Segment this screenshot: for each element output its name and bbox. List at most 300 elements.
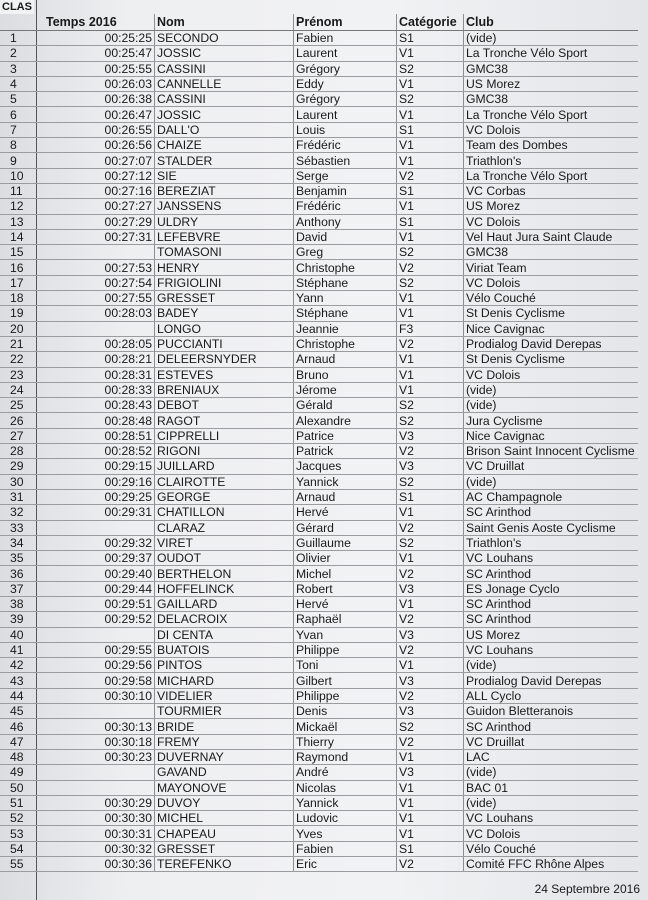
rank-cell: 9 xyxy=(0,153,44,168)
rank-cell: 24 xyxy=(0,382,44,397)
table-row xyxy=(0,581,638,596)
club-cell: SC Arinthod xyxy=(464,566,639,581)
time-cell: 00:30:32 xyxy=(44,841,155,856)
prenom-cell: Christophe xyxy=(294,260,397,275)
nom-cell: GRESSET xyxy=(155,841,294,856)
rank-cell: 14 xyxy=(0,229,44,244)
categorie-cell: V3 xyxy=(397,704,464,719)
nom-cell: GAVAND xyxy=(155,765,294,780)
club-cell: (vide) xyxy=(464,474,639,489)
prenom-cell: Anthony xyxy=(294,214,397,229)
table-row xyxy=(0,367,638,382)
nom-cell: DI CENTA xyxy=(155,627,294,642)
nom-cell: HENRY xyxy=(155,260,294,275)
nom-cell: CHAPEAU xyxy=(155,826,294,841)
categorie-cell: V3 xyxy=(397,765,464,780)
nom-cell: STALDER xyxy=(155,153,294,168)
club-cell: SC Arinthod xyxy=(464,596,639,611)
rank-cell: 15 xyxy=(0,245,44,260)
time-cell: 00:29:16 xyxy=(44,474,155,489)
clas-column-header xyxy=(0,14,44,31)
categorie-cell: F3 xyxy=(397,321,464,336)
time-cell: 00:30:36 xyxy=(44,857,155,872)
club-cell: ES Jonage Cyclo xyxy=(464,581,639,596)
categorie-cell: V1 xyxy=(397,811,464,826)
club-cell: Prodialog David Derepas xyxy=(464,673,639,688)
club-cell: VC Dolois xyxy=(464,214,639,229)
categorie-cell: V1 xyxy=(397,76,464,91)
prenom-cell: Eric xyxy=(294,857,397,872)
rank-cell: 17 xyxy=(0,275,44,290)
categorie-cell: V1 xyxy=(397,505,464,520)
table-row xyxy=(0,444,638,459)
time-cell: 00:29:25 xyxy=(44,489,155,504)
time-cell: 00:27:29 xyxy=(44,214,155,229)
table-row xyxy=(0,688,638,703)
rank-cell: 2 xyxy=(0,46,44,61)
categorie-cell: V1 xyxy=(397,749,464,764)
rank-cell: 19 xyxy=(0,306,44,321)
time-cell xyxy=(44,245,155,260)
rank-cell: 52 xyxy=(0,811,44,826)
categorie-cell: S2 xyxy=(397,413,464,428)
rank-cell: 54 xyxy=(0,841,44,856)
time-cell: 00:25:25 xyxy=(44,31,155,46)
time-cell: 00:27:53 xyxy=(44,260,155,275)
categorie-cell: S2 xyxy=(397,61,464,76)
club-column-header: Club xyxy=(464,14,639,31)
rank-cell: 23 xyxy=(0,367,44,382)
categorie-cell: V1 xyxy=(397,352,464,367)
time-cell: 00:29:40 xyxy=(44,566,155,581)
rank-cell: 26 xyxy=(0,413,44,428)
rank-cell: 50 xyxy=(0,780,44,795)
prenom-cell: Patrick xyxy=(294,444,397,459)
prenom-cell: Sébastien xyxy=(294,153,397,168)
time-cell: 00:29:44 xyxy=(44,581,155,596)
categorie-cell: S2 xyxy=(397,398,464,413)
club-cell: St Denis Cyclisme xyxy=(464,306,639,321)
nom-cell: JOSSIC xyxy=(155,107,294,122)
categorie-cell: S2 xyxy=(397,92,464,107)
rank-cell: 35 xyxy=(0,551,44,566)
time-cell: 00:28:03 xyxy=(44,306,155,321)
prenom-cell: Hervé xyxy=(294,596,397,611)
club-cell: AC Champagnole xyxy=(464,489,639,504)
rank-cell: 39 xyxy=(0,612,44,627)
nom-cell: BRENIAUX xyxy=(155,382,294,397)
time-cell: 00:29:31 xyxy=(44,505,155,520)
prenom-cell: Raymond xyxy=(294,749,397,764)
club-cell: US Morez xyxy=(464,627,639,642)
time-cell: 00:28:48 xyxy=(44,413,155,428)
categorie-cell: S1 xyxy=(397,122,464,137)
categorie-cell: S2 xyxy=(397,275,464,290)
nom-cell: RIGONI xyxy=(155,444,294,459)
club-cell: VC Louhans xyxy=(464,642,639,657)
table-row xyxy=(0,61,638,76)
club-cell: Vélo Couché xyxy=(464,291,639,306)
nom-cell: OUDOT xyxy=(155,551,294,566)
prenom-cell: Patrice xyxy=(294,428,397,443)
categorie-cell: V1 xyxy=(397,795,464,810)
nom-cell: BADEY xyxy=(155,306,294,321)
club-cell: Vel Haut Jura Saint Claude xyxy=(464,229,639,244)
rank-cell: 18 xyxy=(0,291,44,306)
categorie-cell: V1 xyxy=(397,551,464,566)
time-cell: 00:25:55 xyxy=(44,61,155,76)
table-row xyxy=(0,857,638,872)
club-cell: Guidon Bletteranois xyxy=(464,704,639,719)
time-cell: 00:25:47 xyxy=(44,46,155,61)
nom-cell: MAYONOVE xyxy=(155,780,294,795)
prenom-cell: Thierry xyxy=(294,734,397,749)
prenom-cell: Louis xyxy=(294,122,397,137)
rank-cell: 6 xyxy=(0,107,44,122)
club-cell: VC Druillat xyxy=(464,459,639,474)
club-cell: (vide) xyxy=(464,765,639,780)
rank-cell: 12 xyxy=(0,199,44,214)
categorie-cell: S2 xyxy=(397,535,464,550)
prenom-cell: Denis xyxy=(294,704,397,719)
nom-cell: DUVOY xyxy=(155,795,294,810)
nom-cell: BERTHELON xyxy=(155,566,294,581)
categorie-cell: S2 xyxy=(397,719,464,734)
time-cell: 00:26:56 xyxy=(44,138,155,153)
club-cell: Nice Cavignac xyxy=(464,321,639,336)
prenom-column-header: Prénom xyxy=(294,14,397,31)
time-cell: 00:26:55 xyxy=(44,122,155,137)
rank-cell: 45 xyxy=(0,704,44,719)
rank-cell: 46 xyxy=(0,719,44,734)
rank-cell: 32 xyxy=(0,505,44,520)
nom-cell: JUILLARD xyxy=(155,459,294,474)
club-cell: Comité FFC Rhône Alpes xyxy=(464,857,639,872)
prenom-cell: Christophe xyxy=(294,336,397,351)
club-cell: (vide) xyxy=(464,795,639,810)
rank-cell: 16 xyxy=(0,260,44,275)
time-cell: 00:29:15 xyxy=(44,459,155,474)
table-row xyxy=(0,551,638,566)
nom-cell: VIRET xyxy=(155,535,294,550)
time-cell: 00:29:32 xyxy=(44,535,155,550)
club-cell: US Morez xyxy=(464,76,639,91)
club-cell: (vide) xyxy=(464,382,639,397)
club-cell: Vélo Couché xyxy=(464,841,639,856)
nom-cell: GAILLARD xyxy=(155,596,294,611)
categorie-cell: V2 xyxy=(397,444,464,459)
table-row xyxy=(0,765,638,780)
time-cell: 00:29:56 xyxy=(44,658,155,673)
prenom-cell: Yannick xyxy=(294,795,397,810)
rank-cell: 21 xyxy=(0,336,44,351)
categorie-cell: V1 xyxy=(397,306,464,321)
prenom-cell: Gérald xyxy=(294,398,397,413)
table-row xyxy=(0,795,638,810)
categorie-cell: V2 xyxy=(397,566,464,581)
nom-cell: MICHEL xyxy=(155,811,294,826)
results-table xyxy=(0,14,638,872)
nom-cell: ESTEVES xyxy=(155,367,294,382)
clas-header: CLAS xyxy=(2,1,32,13)
footer-date: 24 Septembre 2016 xyxy=(534,882,640,896)
time-cell: 00:29:37 xyxy=(44,551,155,566)
prenom-cell: Fabien xyxy=(294,31,397,46)
prenom-cell: Laurent xyxy=(294,46,397,61)
club-cell: La Tronche Vélo Sport xyxy=(464,107,639,122)
table-row xyxy=(0,398,638,413)
time-cell: 00:27:07 xyxy=(44,153,155,168)
categorie-cell: V2 xyxy=(397,260,464,275)
categorie-cell: S2 xyxy=(397,474,464,489)
categorie-cell: V2 xyxy=(397,688,464,703)
time-cell: 00:28:31 xyxy=(44,367,155,382)
nom-cell: BEREZIAT xyxy=(155,183,294,198)
prenom-cell: Olivier xyxy=(294,551,397,566)
prenom-cell: Eddy xyxy=(294,76,397,91)
table-row xyxy=(0,780,638,795)
categorie-cell: S1 xyxy=(397,183,464,198)
categorie-cell: S2 xyxy=(397,245,464,260)
prenom-cell: Yannick xyxy=(294,474,397,489)
nom-cell: CIPPRELLI xyxy=(155,428,294,443)
categorie-cell: V2 xyxy=(397,857,464,872)
rank-cell: 10 xyxy=(0,168,44,183)
categorie-cell: V1 xyxy=(397,780,464,795)
time-cell: 00:28:21 xyxy=(44,352,155,367)
prenom-cell: Michel xyxy=(294,566,397,581)
categorie-cell: V1 xyxy=(397,826,464,841)
club-cell: Team des Dombes xyxy=(464,138,639,153)
time-cell: 00:28:51 xyxy=(44,428,155,443)
rank-cell: 36 xyxy=(0,566,44,581)
club-cell: Nice Cavignac xyxy=(464,428,639,443)
rank-cell: 44 xyxy=(0,688,44,703)
club-cell: St Denis Cyclisme xyxy=(464,352,639,367)
prenom-cell: Mickaël xyxy=(294,719,397,734)
rank-cell: 49 xyxy=(0,765,44,780)
prenom-cell: Philippe xyxy=(294,642,397,657)
rank-cell: 47 xyxy=(0,734,44,749)
table-row xyxy=(0,596,638,611)
table-row xyxy=(0,612,638,627)
nom-cell: TOMASONI xyxy=(155,245,294,260)
prenom-cell: André xyxy=(294,765,397,780)
categorie-cell: V1 xyxy=(397,138,464,153)
table-row xyxy=(0,122,638,137)
categorie-cell: V1 xyxy=(397,658,464,673)
prenom-cell: Frédéric xyxy=(294,138,397,153)
prenom-cell: Arnaud xyxy=(294,489,397,504)
rank-cell: 43 xyxy=(0,673,44,688)
nom-cell: JOSSIC xyxy=(155,46,294,61)
time-cell: 00:30:13 xyxy=(44,719,155,734)
club-cell: VC Corbas xyxy=(464,183,639,198)
nom-cell: TOURMIER xyxy=(155,704,294,719)
rank-cell: 48 xyxy=(0,749,44,764)
nom-cell: GRESSET xyxy=(155,291,294,306)
table-row xyxy=(0,306,638,321)
table-row xyxy=(0,535,638,550)
rank-cell: 55 xyxy=(0,857,44,872)
categorie-cell: V1 xyxy=(397,153,464,168)
nom-cell: HOFFELINCK xyxy=(155,581,294,596)
categorie-cell: V2 xyxy=(397,520,464,535)
rank-cell: 42 xyxy=(0,658,44,673)
prenom-cell: Philippe xyxy=(294,688,397,703)
time-cell: 00:30:31 xyxy=(44,826,155,841)
categorie-cell: S1 xyxy=(397,214,464,229)
table-row xyxy=(0,428,638,443)
categorie-cell: V1 xyxy=(397,199,464,214)
prenom-cell: Jérome xyxy=(294,382,397,397)
table-row xyxy=(0,642,638,657)
categorie-cell: V2 xyxy=(397,642,464,657)
prenom-cell: Stéphane xyxy=(294,306,397,321)
nom-cell: DALL'O xyxy=(155,122,294,137)
rank-cell: 5 xyxy=(0,92,44,107)
nom-cell: MICHARD xyxy=(155,673,294,688)
nom-cell: BRIDE xyxy=(155,719,294,734)
table-row xyxy=(0,566,638,581)
table-row xyxy=(0,336,638,351)
categorie-cell: V3 xyxy=(397,581,464,596)
club-cell: VC Dolois xyxy=(464,826,639,841)
prenom-cell: Yvan xyxy=(294,627,397,642)
categorie-cell: V1 xyxy=(397,596,464,611)
club-cell: Viriat Team xyxy=(464,260,639,275)
nom-cell: DUVERNAY xyxy=(155,749,294,764)
table-row xyxy=(0,719,638,734)
nom-cell: DELACROIX xyxy=(155,612,294,627)
prenom-cell: Laurent xyxy=(294,107,397,122)
time-cell: 00:29:52 xyxy=(44,612,155,627)
time-cell: 00:27:27 xyxy=(44,199,155,214)
categorie-cell: V2 xyxy=(397,612,464,627)
club-cell: VC Dolois xyxy=(464,367,639,382)
rank-cell: 3 xyxy=(0,61,44,76)
categorie-column-header: Catégorie xyxy=(397,14,464,31)
rank-cell: 25 xyxy=(0,398,44,413)
nom-cell: CANNELLE xyxy=(155,76,294,91)
rank-cell: 13 xyxy=(0,214,44,229)
rank-cell: 27 xyxy=(0,428,44,443)
nom-cell: DEBOT xyxy=(155,398,294,413)
rank-cell: 51 xyxy=(0,795,44,810)
nom-cell: CHAIZE xyxy=(155,138,294,153)
time-cell xyxy=(44,765,155,780)
nom-cell: RAGOT xyxy=(155,413,294,428)
results-body xyxy=(0,31,638,872)
rank-cell: 34 xyxy=(0,535,44,550)
table-row xyxy=(0,245,638,260)
prenom-cell: Greg xyxy=(294,245,397,260)
nom-cell: CASSINI xyxy=(155,61,294,76)
nom-cell: SIE xyxy=(155,168,294,183)
rank-cell: 8 xyxy=(0,138,44,153)
club-cell: Saint Genis Aoste Cyclisme xyxy=(464,520,639,535)
categorie-cell: V3 xyxy=(397,428,464,443)
header-row xyxy=(0,14,638,31)
table-row xyxy=(0,153,638,168)
club-cell: GMC38 xyxy=(464,92,639,107)
prenom-cell: Gérard xyxy=(294,520,397,535)
nom-cell: CLARAZ xyxy=(155,520,294,535)
table-row xyxy=(0,229,638,244)
nom-cell: LONGO xyxy=(155,321,294,336)
nom-cell: TEREFENKO xyxy=(155,857,294,872)
categorie-cell: V1 xyxy=(397,46,464,61)
time-cell: 00:26:47 xyxy=(44,107,155,122)
prenom-cell: Fabien xyxy=(294,841,397,856)
club-cell: Jura Cyclisme xyxy=(464,413,639,428)
time-cell: 00:26:03 xyxy=(44,76,155,91)
rank-cell: 31 xyxy=(0,489,44,504)
rank-cell: 41 xyxy=(0,642,44,657)
categorie-cell: S1 xyxy=(397,841,464,856)
time-cell xyxy=(44,321,155,336)
time-cell: 00:28:43 xyxy=(44,398,155,413)
nom-cell: SECONDO xyxy=(155,31,294,46)
time-cell: 00:29:58 xyxy=(44,673,155,688)
club-cell: Brison Saint Innocent Cyclisme xyxy=(464,444,639,459)
prenom-cell: Alexandre xyxy=(294,413,397,428)
prenom-cell: Jacques xyxy=(294,459,397,474)
club-cell: VC Louhans xyxy=(464,811,639,826)
prenom-cell: Yann xyxy=(294,291,397,306)
prenom-cell: Yves xyxy=(294,826,397,841)
rank-cell: 28 xyxy=(0,444,44,459)
time-cell: 00:27:12 xyxy=(44,168,155,183)
nom-cell: JANSSENS xyxy=(155,199,294,214)
club-cell: VC Dolois xyxy=(464,275,639,290)
time-cell xyxy=(44,520,155,535)
nom-cell: PUCCIANTI xyxy=(155,336,294,351)
categorie-cell: S1 xyxy=(397,31,464,46)
time-cell: 00:30:18 xyxy=(44,734,155,749)
club-cell: GMC38 xyxy=(464,61,639,76)
rank-cell: 1 xyxy=(0,31,44,46)
table-row xyxy=(0,46,638,61)
prenom-cell: Stéphane xyxy=(294,275,397,290)
club-cell: ALL Cyclo xyxy=(464,688,639,703)
time-cell: 00:27:55 xyxy=(44,291,155,306)
rank-cell: 29 xyxy=(0,459,44,474)
time-column-header: Temps 2016 xyxy=(44,14,155,31)
categorie-cell: V2 xyxy=(397,734,464,749)
club-cell: LAC xyxy=(464,749,639,764)
time-cell: 00:30:30 xyxy=(44,811,155,826)
club-cell: SC Arinthod xyxy=(464,505,639,520)
table-row xyxy=(0,168,638,183)
table-row xyxy=(0,474,638,489)
table-row xyxy=(0,183,638,198)
time-cell: 00:28:05 xyxy=(44,336,155,351)
nom-cell: LEFEBVRE xyxy=(155,229,294,244)
club-cell: La Tronche Vélo Sport xyxy=(464,168,639,183)
table-row xyxy=(0,138,638,153)
rank-cell: 4 xyxy=(0,76,44,91)
time-cell: 00:29:55 xyxy=(44,642,155,657)
nom-cell: PINTOS xyxy=(155,658,294,673)
prenom-cell: Benjamin xyxy=(294,183,397,198)
nom-cell: CLAIROTTE xyxy=(155,474,294,489)
table-row xyxy=(0,199,638,214)
table-row xyxy=(0,627,638,642)
categorie-cell: V2 xyxy=(397,336,464,351)
club-cell: BAC 01 xyxy=(464,780,639,795)
nom-cell: CASSINI xyxy=(155,92,294,107)
